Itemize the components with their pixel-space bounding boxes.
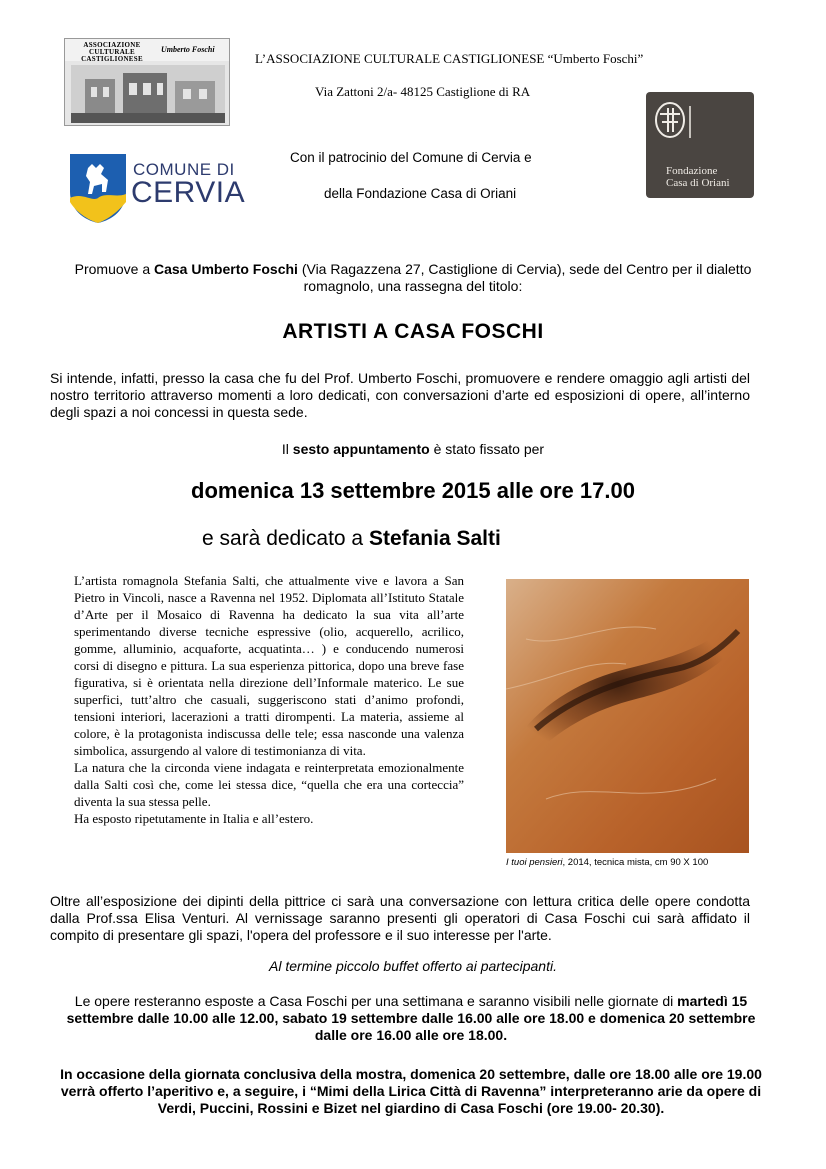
promo-place: Casa Umberto Foschi [154,261,298,277]
appointment-before: Il [281,441,293,457]
schedule-paragraph [50,993,772,1044]
finale-paragraph: In occasione della giornata conclusiva della mostra, domenica 20 settembre, dalle ore 18.00 alle ore 19.00 verrà offerto l’aperitivo e, a seguire, i “Mimi della Lirica Città di Ravenna” interpreteranno arie da opere di Verdi, Puccini, Rossini e Bizet nel giardino di Casa Foschi (ore 19.00- 20.30). [60,1066,762,1116]
painting-title: I tuoi pensieri [506,857,563,868]
oriani-logo-line1: Fondazione [666,165,718,177]
schedule-bold: martedì 15 settembre dalle 10.00 alle 12.00, sabato 19 settembre dalle 16.00 alle ore 18.00 e domenica 20 settembre dalle ore 16.00 alle ore 18.00. [66,993,756,1043]
appointment-after: è stato fissato per [429,441,545,457]
bio-paragraph-1: L’artista romagnola Stefania Salti, che attualmente vive e lavora a San Pietro in Vincoli, nasce a Ravenna nel 1952. Diplomata all’Istituto Statale d’Arte per il Mosaico di Ravenna ha dedicato la sua vita all’arte sperimentando diverse tecniche espressive (olio, acquerello, acrilico, gomme, alluminio, acquaforte, acquatinta… ) e conducendo numerosi corsi di disegno e pittura. La sua esperienza pittorica, dopo una breve fase figurativa, si è orientata nella direzione dell’Informale materico. Le sue superfici, tutt’altro che casuali, suggeriscono stati d’animo profondi, tensioni interiori, lacerazioni a tratti dirompenti. La materia, assieme al colore, è la protagonista indiscussa delle tele; essa nasconde una valenza simbolica, assurgendo al valore di testimonianza di vita. [74,573,464,758]
association-logo [64,38,230,126]
promo-before: Promuove a [74,261,154,277]
association-address: Via Zattoni 2/a- 48125 Castiglione di RA [315,84,531,99]
promo-paragraph [40,261,786,295]
intro-paragraph: Si intende, infatti, presso la casa che fu del Prof. Umberto Foschi, promuovere e rendere omaggio agli artisti del nostro territorio attraverso momenti a loro dedicati, con conversazioni d’arte ed esposizioni di opere, all’interno degli spazi a noi concessi in questa sede. [50,370,750,420]
artist-bio [74,572,464,827]
event-date: domenica 13 settembre 2015 alle ore 17.00 [191,478,635,503]
oriani-logo-text [666,165,752,189]
association-logo-line3: CASTIGLIONESE [81,55,143,63]
association-logo-line1: ASSOCIAZIONE [83,41,141,49]
dedication-line [202,527,501,551]
painting-caption [506,857,749,868]
closing-paragraph: Oltre all’esposizione dei dipinti della pittrice ci sarà una conversazione con lettura critica delle opere condotta dalla Prof.ssa Elisa Venturi. Al vernissage saranno presenti gli operatori di Casa Foschi cui sarà affidato il compito di presentare gli spazi, l'opera del professore e il suo interesse per l'arte. [50,893,750,943]
event-title: ARTISTI A CASA FOSCHI [282,320,544,343]
association-logo-name: Umberto Foschi [161,45,215,54]
association-logo-line2: CULTURALE [88,48,135,56]
bio-paragraph-2: La natura che la circonda viene indagata e reinterpretata emozionalmente dalla Salti così che, come lei stessa dice, “quella che era una corteccia” diventa la sua stessa pelle. [74,760,464,809]
oriani-emblem-icon [646,92,754,162]
dedication-before: e sarà dedicato a [202,527,369,550]
promo-after: (Via Ragazzena 27, Castiglione di Cervia), sede del Centro per il dialetto romagnolo, una rassegna del titolo: [297,261,752,294]
patronage-line-2: della Fondazione Casa di Oriani [324,186,517,201]
patronage-line-1: Con il patrocinio del Comune di Cervia e [290,150,532,165]
appointment-line [0,441,826,458]
bio-paragraph-3: Ha esposto ripetutamente in Italia e all’estero. [74,811,314,826]
painting-image [506,579,749,853]
schedule-normal: Le opere resteranno esposte a Casa Foschi per una settimana e saranno visibili nelle giornate di [74,993,678,1009]
buffet-note: Al termine piccolo buffet offerto ai partecipanti. [269,958,557,974]
painting-details: , 2014, tecnica mista, cm 90 X 100 [562,857,709,868]
association-name: L’ASSOCIAZIONE CULTURALE CASTIGLIONESE “Umberto Foschi” [255,51,644,66]
appointment-bold: sesto appuntamento [292,441,430,457]
oriani-logo-line2: Casa di Oriani [666,177,730,189]
cervia-logo-line1: COMUNE DI [133,160,235,179]
building-engraving-icon [65,39,230,126]
cervia-logo-line2: CERVIA [131,176,246,209]
artist-name: Stefania Salti [368,527,501,550]
